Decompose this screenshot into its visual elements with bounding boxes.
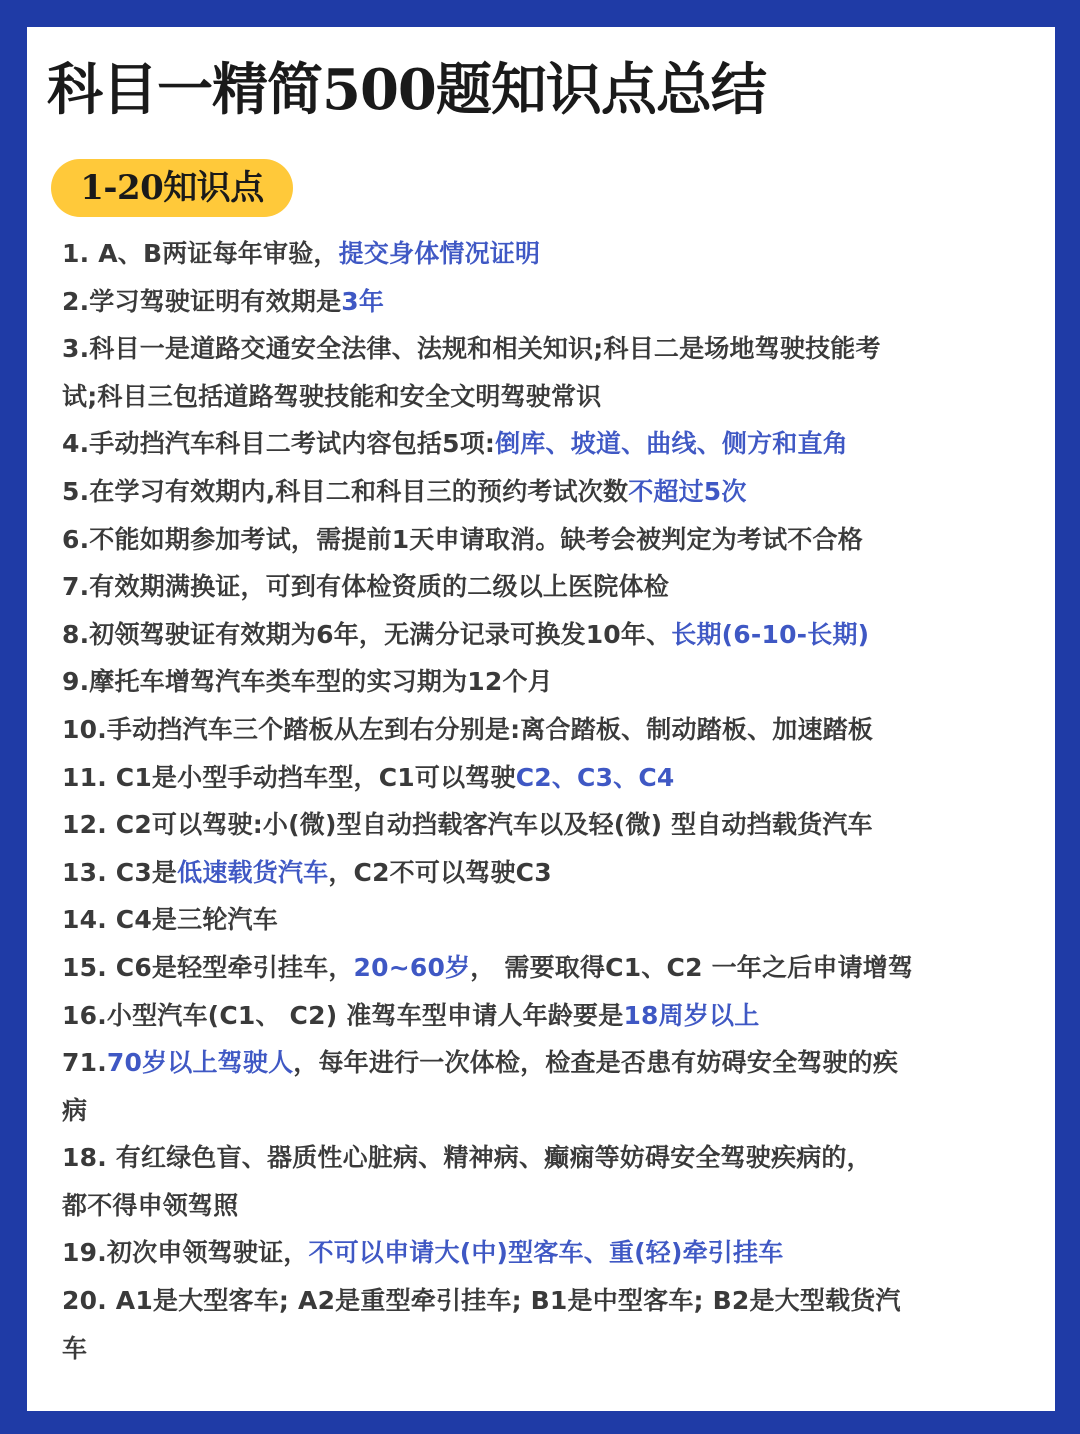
knowledge-point-continuation (62, 1325, 1022, 1373)
point-text: 14. C4是三轮汽车 (62, 905, 278, 935)
point-text: 11. C1是小型手动挡车型，C1可以驾驶 (62, 762, 516, 792)
knowledge-point-continuation (62, 1182, 1022, 1230)
knowledge-point-list (62, 230, 1022, 1372)
point-text: 2.学习驾驶证明有效期是 (62, 286, 342, 316)
point-text: 试;科目三包括道路驾驶技能和安全文明驾驶常识 (62, 381, 602, 411)
highlighted-text: 不可以申请大(中)型客车、重(轻)牵引挂车 (308, 1238, 784, 1268)
highlighted-text: 低速载货汽车 (177, 857, 329, 887)
knowledge-point-item (62, 944, 1022, 992)
point-text: 15. C6是轻型牵引挂车， (62, 952, 354, 982)
knowledge-point-item (62, 849, 1022, 897)
knowledge-point-item (62, 754, 1022, 802)
knowledge-point-item (62, 325, 1022, 373)
point-text: 71. (62, 1048, 107, 1078)
highlighted-text: 3年 (341, 286, 385, 316)
knowledge-point-item (62, 706, 1022, 754)
point-text: 18. 有红绿色盲、器质性心脏病、精神病、癫痫等妨碍安全驾驶疾病的， (62, 1143, 872, 1173)
knowledge-point-item (62, 230, 1022, 278)
knowledge-point-item (62, 658, 1022, 706)
point-text: 9.摩托车增驾汽车类车型的实习期为12个月 (62, 667, 553, 697)
point-text: 1. A、B两证每年审验， (62, 239, 339, 268)
section-badge (51, 159, 293, 217)
knowledge-point-item (62, 420, 1022, 468)
point-text: 3.科目一是道路交通安全法律、法规和相关知识;科目二是场地驾驶技能考 (62, 334, 881, 364)
knowledge-point-item (62, 1277, 1022, 1325)
knowledge-point-item (62, 1134, 1022, 1182)
knowledge-point-item (62, 1229, 1022, 1277)
knowledge-point-item (62, 1039, 1022, 1087)
point-text: 16.小型汽车(C1、 C2) 准驾车型申请人年龄要是 (62, 1000, 624, 1030)
knowledge-point-continuation (62, 1087, 1022, 1135)
knowledge-point-item (62, 896, 1022, 944)
highlighted-text: 70岁以上驾驶人 (106, 1048, 294, 1078)
section-badge-label: 1-20知识点 (80, 168, 264, 208)
highlighted-text: 倒库、坡道、曲线、侧方和直角 (495, 429, 848, 459)
point-text: 7.有效期满换证，可到有体检资质的二级以上医院体检 (62, 572, 669, 602)
knowledge-point-item (62, 992, 1022, 1040)
point-text: 10.手动挡汽车三个踏板从左到右分别是:离合踏板、制动踏板、加速踏板 (62, 714, 874, 744)
point-text: 4.手动挡汽车科目二考试内容包括5项: (62, 429, 496, 459)
point-text: ，C2不可以驾驶C3 (328, 857, 552, 887)
highlighted-text: 提交身体情况证明 (338, 239, 541, 268)
knowledge-point-continuation (62, 373, 1022, 421)
point-text: 20. A1是大型客车; A2是重型牵引挂车; B1是中型客车; B2是大型载货汽 (62, 1286, 901, 1316)
point-text: 19.初次申领驾驶证， (62, 1238, 309, 1268)
knowledge-point-item (62, 468, 1022, 516)
point-text: 12. C2可以驾驶:小(微)型自动挡载客汽车以及轻(微) 型自动挡载货汽车 (62, 810, 873, 840)
point-text: ， 需要取得C1、C2 一年之后申请增驾 (470, 952, 914, 982)
highlighted-text: 不超过5次 (628, 476, 747, 506)
point-text: 6.不能如期参加考试，需提前1天申请取消。缺考会被判定为考试不合格 (62, 524, 863, 554)
highlighted-text: 长期(6-10-长期) (671, 619, 870, 649)
highlighted-text: C2、C3、C4 (515, 762, 675, 792)
page-title: 科目一精简500题知识点总结 (47, 57, 766, 123)
point-text: 都不得申领驾照 (62, 1190, 239, 1220)
highlighted-text: 18周岁以上 (623, 1000, 760, 1030)
knowledge-point-item (62, 563, 1022, 611)
knowledge-point-item (62, 278, 1022, 326)
knowledge-point-item (62, 801, 1022, 849)
highlighted-text: 20~60岁 (353, 952, 471, 982)
knowledge-point-item (62, 611, 1022, 659)
point-text: 5.在学习有效期内,科目二和科目三的预约考试次数 (62, 476, 629, 506)
point-text: 病 (62, 1095, 88, 1125)
point-text: 8.初领驾驶证有效期为6年，无满分记录可换发10年、 (62, 619, 672, 649)
content-card (27, 27, 1055, 1411)
point-text: 13. C3是 (62, 857, 178, 887)
knowledge-point-item (62, 516, 1022, 564)
point-text: 车 (62, 1333, 88, 1363)
point-text: ，每年进行一次体检，检查是否患有妨碍安全驾驶的疾 (293, 1048, 899, 1078)
